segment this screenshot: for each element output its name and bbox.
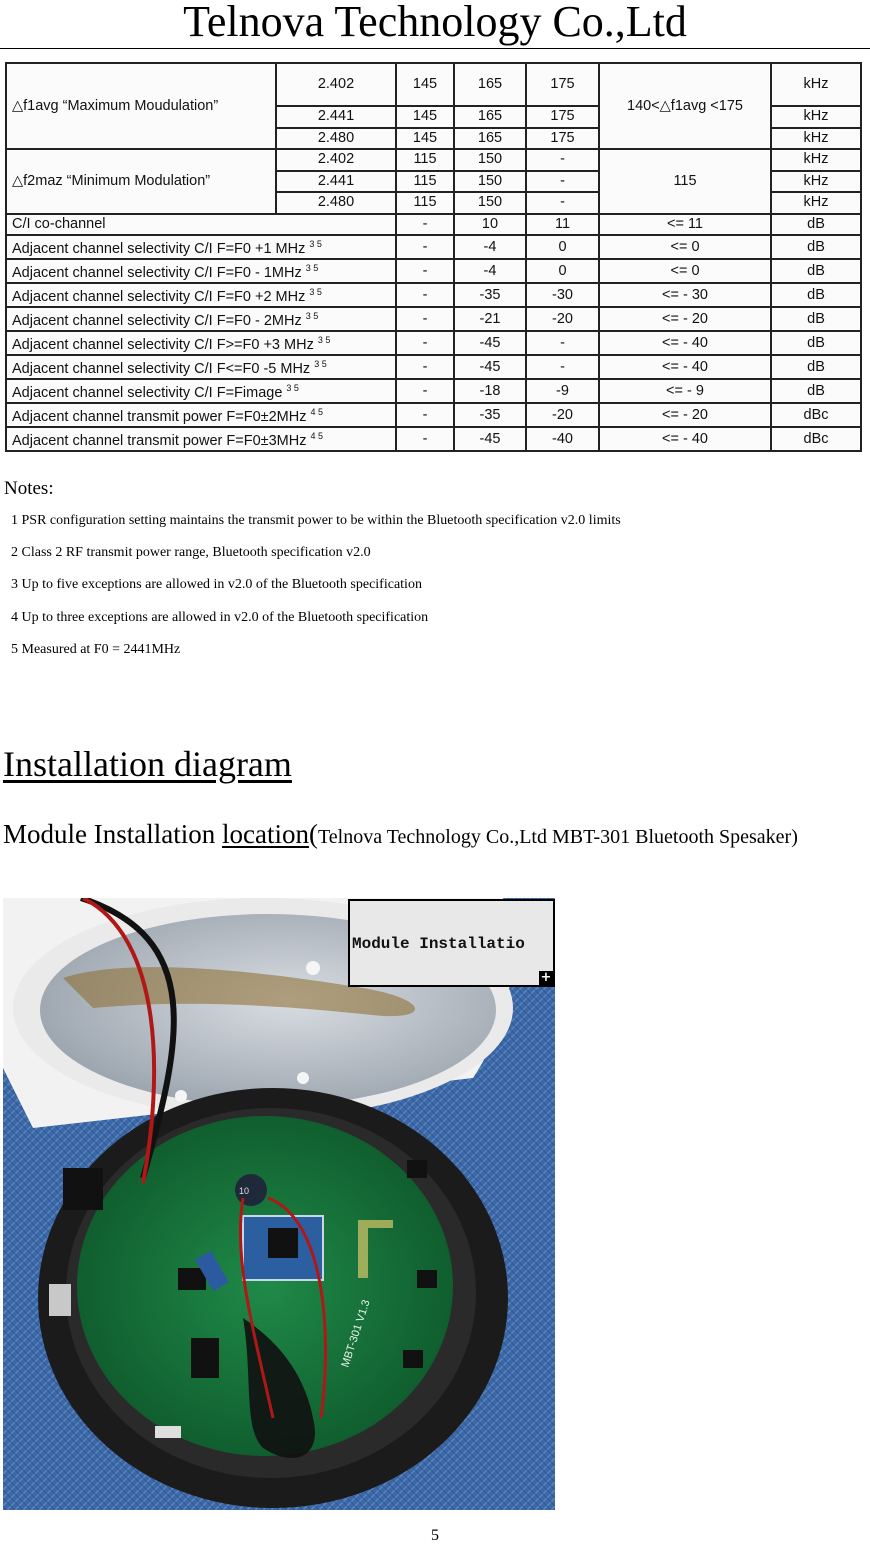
param-text: Adjacent channel selectivity C/I F=F0 +1 MHz xyxy=(12,241,306,257)
typ-cell: 150 xyxy=(454,192,526,214)
table-row xyxy=(6,63,861,106)
param-cell xyxy=(6,235,396,259)
max-cell: 175 xyxy=(526,106,599,128)
table-row xyxy=(6,214,861,236)
limit-cell: 115 xyxy=(599,149,771,214)
param-cell xyxy=(6,355,396,379)
min-cell: - xyxy=(396,235,454,259)
table-row xyxy=(6,379,861,403)
max-cell: - xyxy=(526,192,599,214)
note-item: 2 Class 2 RF transmit power range, Bluetooth specification v2.0 xyxy=(11,545,371,560)
limit-cell: <= 11 xyxy=(599,214,771,236)
param-text: C/I co-channel xyxy=(12,215,106,232)
max-cell: 0 xyxy=(526,259,599,283)
table-row xyxy=(6,149,861,171)
table-row xyxy=(6,235,861,259)
param-text: Adjacent channel selectivity C/I F<=F0 -5 MHz xyxy=(12,361,311,377)
max-cell: - xyxy=(526,149,599,171)
typ-cell: 10 xyxy=(454,214,526,236)
max-cell: -20 xyxy=(526,403,599,427)
min-cell: 145 xyxy=(396,106,454,128)
param-text: Adjacent channel selectivity C/I F=F0 - 2MHz xyxy=(12,313,302,329)
unit-cell: kHz xyxy=(771,149,861,171)
table-row xyxy=(6,307,861,331)
typ-cell: -45 xyxy=(454,355,526,379)
param-cell xyxy=(6,403,396,427)
note-reference: 3 5 xyxy=(305,311,319,321)
table-row xyxy=(6,427,861,451)
freq-cell: 2.480 xyxy=(276,192,396,214)
note-reference: 3 5 xyxy=(309,287,322,297)
limit-cell: <= 0 xyxy=(599,235,771,259)
min-cell: - xyxy=(396,427,454,451)
note-reference: 4 5 xyxy=(310,431,324,441)
freq-cell: 2.480 xyxy=(276,128,396,150)
param-text: Adjacent channel selectivity C/I F>=F0 +3 MHz xyxy=(12,337,314,353)
typ-cell: 165 xyxy=(454,106,526,128)
notes-title: Notes: xyxy=(4,478,54,499)
unit-cell: dB xyxy=(771,379,861,403)
limit-cell: <= 0 xyxy=(599,259,771,283)
typ-cell: 165 xyxy=(454,128,526,150)
typ-cell: -18 xyxy=(454,379,526,403)
freq-cell: 2.441 xyxy=(276,171,396,193)
unit-cell: kHz xyxy=(771,106,861,128)
section-title: Installation diagram xyxy=(3,744,292,784)
company-name: Telnova Technology Co.,Ltd xyxy=(183,0,687,46)
param-cell: △f1avg “Maximum Moudulation” xyxy=(6,63,276,149)
max-cell: 11 xyxy=(526,214,599,236)
limit-cell: <= - 40 xyxy=(599,331,771,355)
note-reference: 3 5 xyxy=(309,239,322,249)
param-cell xyxy=(6,331,396,355)
unit-cell: dB xyxy=(771,235,861,259)
note-reference: 4 5 xyxy=(310,407,324,417)
min-cell: - xyxy=(396,283,454,307)
pcb-label: MBT-301 V1.3 xyxy=(339,1298,373,1369)
max-cell: 0 xyxy=(526,235,599,259)
typ-cell: 150 xyxy=(454,171,526,193)
limit-cell: <= - 20 xyxy=(599,307,771,331)
typ-cell: -4 xyxy=(454,259,526,283)
annotation-label: Module Installatio xyxy=(352,935,525,953)
min-cell: 115 xyxy=(396,192,454,214)
expand-plus-icon[interactable]: + xyxy=(540,970,552,985)
param-text: Adjacent channel transmit power F=F0±2MHz xyxy=(12,409,307,425)
max-cell: -20 xyxy=(526,307,599,331)
max-cell: -30 xyxy=(526,283,599,307)
param-text: Adjacent channel transmit power F=F0±3MHz xyxy=(12,433,307,449)
min-cell: - xyxy=(396,259,454,283)
unit-cell: kHz xyxy=(771,63,861,106)
limit-cell: <= - 9 xyxy=(599,379,771,403)
unit-cell: dB xyxy=(771,283,861,307)
table-row xyxy=(6,403,861,427)
note-item: 1 PSR configuration setting maintains the transmit power to be within the Bluetooth specification v2.0 limits xyxy=(11,513,621,528)
min-cell: - xyxy=(396,355,454,379)
freq-cell: 2.402 xyxy=(276,149,396,171)
min-cell: - xyxy=(396,331,454,355)
min-cell: 145 xyxy=(396,63,454,106)
min-cell: - xyxy=(396,307,454,331)
max-cell: - xyxy=(526,355,599,379)
min-cell: - xyxy=(396,403,454,427)
limit-cell: <= - 20 xyxy=(599,403,771,427)
page-header xyxy=(0,0,870,49)
unit-cell: dB xyxy=(771,355,861,379)
module-installation-annotation xyxy=(348,899,555,987)
note-reference: 3 5 xyxy=(305,263,319,273)
subtitle-lead: Module Installation xyxy=(3,819,222,849)
param-cell xyxy=(6,259,396,283)
unit-cell: dB xyxy=(771,307,861,331)
limit-cell: <= - 40 xyxy=(599,355,771,379)
table-row xyxy=(6,259,861,283)
max-cell: - xyxy=(526,171,599,193)
typ-cell: -4 xyxy=(454,235,526,259)
max-cell: -40 xyxy=(526,427,599,451)
table-row xyxy=(6,355,861,379)
unit-cell: dB xyxy=(771,331,861,355)
param-cell xyxy=(6,283,396,307)
limit-cell: <= - 30 xyxy=(599,283,771,307)
unit-cell: dBc xyxy=(771,403,861,427)
spec-table xyxy=(5,62,862,452)
param-text: Adjacent channel selectivity C/I F=F0 - 1MHz xyxy=(12,265,302,281)
freq-cell: 2.441 xyxy=(276,106,396,128)
param-cell xyxy=(6,379,396,403)
subtitle-rest: Telnova Technology Co.,Ltd MBT-301 Bluetooth Spesaker) xyxy=(317,826,798,848)
table-row xyxy=(6,331,861,355)
max-cell: - xyxy=(526,331,599,355)
unit-cell: dB xyxy=(771,259,861,283)
typ-cell: -35 xyxy=(454,283,526,307)
param-text: Adjacent channel selectivity C/I F=Fimage xyxy=(12,385,283,401)
typ-cell: -21 xyxy=(454,307,526,331)
module-installation-photo xyxy=(3,898,555,1510)
table-row xyxy=(6,283,861,307)
unit-cell: kHz xyxy=(771,128,861,150)
param-cell xyxy=(6,214,396,236)
note-reference: 3 5 xyxy=(314,359,327,369)
param-cell xyxy=(6,307,396,331)
unit-cell: dBc xyxy=(771,427,861,451)
unit-cell: kHz xyxy=(771,192,861,214)
typ-cell: -45 xyxy=(454,427,526,451)
subtitle-underlined: location xyxy=(221,819,309,849)
min-cell: 145 xyxy=(396,128,454,150)
max-cell: 175 xyxy=(526,128,599,150)
capacitor-label: 10 xyxy=(239,1186,250,1196)
unit-cell: dB xyxy=(771,214,861,236)
limit-cell: <= - 40 xyxy=(599,427,771,451)
param-cell xyxy=(6,427,396,451)
min-cell: - xyxy=(396,214,454,236)
page-number: 5 xyxy=(431,1527,439,1544)
subtitle-paren: ( xyxy=(308,819,318,849)
note-reference: 3 5 xyxy=(286,383,299,393)
note-item: 4 Up to three exceptions are allowed in v2.0 of the Bluetooth specification xyxy=(11,610,429,625)
param-cell: △f2maz “Minimum Modulation” xyxy=(6,149,276,214)
min-cell: 115 xyxy=(396,171,454,193)
freq-cell: 2.402 xyxy=(276,63,396,106)
min-cell: - xyxy=(396,379,454,403)
typ-cell: -45 xyxy=(454,331,526,355)
installation-subtitle xyxy=(3,811,863,860)
limit-cell: 140<△f1avg <175 xyxy=(599,63,771,149)
max-cell: -9 xyxy=(526,379,599,403)
max-cell: 175 xyxy=(526,63,599,106)
note-item: 5 Measured at F0 = 2441MHz xyxy=(11,642,181,657)
typ-cell: 150 xyxy=(454,149,526,171)
note-item: 3 Up to five exceptions are allowed in v2.0 of the Bluetooth specification xyxy=(11,577,422,592)
param-text: Adjacent channel selectivity C/I F=F0 +2 MHz xyxy=(12,289,306,305)
typ-cell: 165 xyxy=(454,63,526,106)
typ-cell: -35 xyxy=(454,403,526,427)
note-reference: 3 5 xyxy=(317,335,331,345)
unit-cell: kHz xyxy=(771,171,861,193)
min-cell: 115 xyxy=(396,149,454,171)
